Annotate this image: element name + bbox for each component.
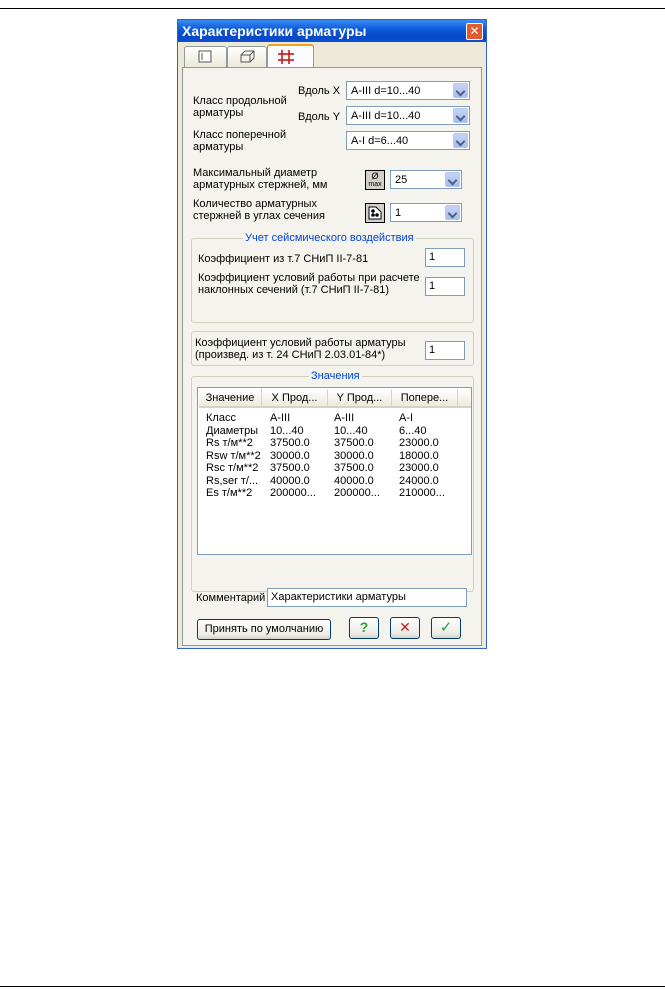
chevron-down-icon[interactable]: [453, 133, 468, 148]
table-cell: 6...40: [399, 424, 427, 437]
seismic-coef2-label-1: Коэффициент условий работы при расчете: [198, 272, 420, 284]
table-row[interactable]: [198, 462, 470, 474]
window-title: Характеристики арматуры: [182, 23, 367, 39]
table-row[interactable]: [198, 450, 470, 462]
max-diameter-label-2: арматурных стержней, мм: [193, 179, 328, 191]
transverse-class-label-2: арматуры: [193, 141, 244, 153]
transverse-class-label-1: Класс поперечной: [193, 129, 287, 141]
longitudinal-class-label-2: арматуры: [193, 107, 244, 119]
table-cell: 23000.0: [399, 462, 439, 474]
table-cell: Rs т/м**2: [206, 437, 253, 449]
table-cell: 23000.0: [399, 437, 439, 449]
table-cell: 10...40: [334, 424, 368, 437]
table-cell: 40000.0: [334, 474, 374, 487]
max-diameter-icon: [365, 170, 385, 190]
table-cell: 24000.0: [399, 474, 439, 487]
max-diameter-label-1: Максимальный диаметр: [193, 167, 318, 179]
work-coef-input[interactable]: 1: [425, 341, 465, 360]
along-x-select[interactable]: [346, 81, 470, 100]
accept-default-button[interactable]: Принять по умолчанию: [197, 619, 331, 640]
chevron-down-icon[interactable]: [445, 172, 460, 187]
column-header-value[interactable]: Значение: [199, 389, 262, 408]
along-x-label: Вдоль X: [298, 85, 341, 97]
table-cell: A-III: [334, 412, 355, 424]
table-cell: A-III: [270, 412, 291, 424]
cancel-button[interactable]: [390, 617, 420, 639]
column-header-filler: [458, 389, 471, 408]
corner-bars-value: 1: [395, 207, 402, 219]
values-group-title: Значения: [311, 370, 360, 382]
chevron-down-icon[interactable]: [445, 205, 460, 220]
work-coef-label-1: Коэффициент условий работы арматуры: [195, 337, 406, 349]
column-header-transverse[interactable]: Попере...: [392, 389, 458, 408]
cancel-icon: ✕: [399, 619, 411, 635]
corner-bars-select[interactable]: [390, 203, 462, 222]
column-header-y[interactable]: Y Прод...: [328, 389, 392, 408]
help-button[interactable]: [349, 617, 379, 639]
along-y-value: A-III d=10...40: [351, 110, 421, 122]
close-icon: ✕: [469, 24, 480, 38]
title-bar[interactable]: [178, 20, 486, 42]
table-cell: 18000.0: [399, 449, 439, 462]
seismic-coef2-label-2: наклонных сечений (т.7 СНиП II-7-81): [198, 284, 390, 296]
help-icon: ?: [359, 619, 369, 635]
close-button[interactable]: [466, 23, 483, 40]
seismic-group-title: Учет сейсмического воздействия: [245, 232, 414, 244]
table-cell: Класс: [206, 412, 236, 424]
longitudinal-class-label-1: Класс продольной: [193, 95, 287, 107]
rebar-grid-icon: [277, 49, 295, 65]
tab-panel: [182, 67, 482, 646]
page-top-rule: [0, 8, 665, 9]
ok-button[interactable]: [431, 617, 461, 639]
section-icon: [198, 50, 214, 64]
table-cell: 37500.0: [334, 437, 374, 449]
seismic-coef1-label: Коэффициент из т.7 СНиП II-7-81: [198, 253, 369, 265]
table-cell: 37500.0: [334, 462, 374, 474]
table-row[interactable]: [198, 437, 470, 449]
table-cell: Диаметры: [206, 424, 259, 437]
table-cell: 30000.0: [270, 449, 310, 462]
chevron-down-icon[interactable]: [453, 108, 468, 123]
table-cell: 200000...: [334, 487, 380, 499]
table-cell: 37500.0: [270, 462, 310, 474]
tab-3d[interactable]: [227, 46, 267, 67]
table-cell: 210000...: [399, 487, 445, 499]
table-cell: Rsc т/м**2: [206, 462, 259, 474]
box-3d-icon: [239, 50, 257, 64]
max-diameter-value: 25: [395, 174, 408, 186]
corner-bars-label-1: Количество арматурных: [193, 198, 317, 210]
tab-section[interactable]: [184, 46, 227, 67]
table-row[interactable]: [198, 425, 470, 437]
table-cell: 40000.0: [270, 474, 310, 487]
seismic-coef2-input[interactable]: 1: [425, 277, 465, 296]
values-list[interactable]: [197, 387, 472, 555]
along-y-select[interactable]: [346, 106, 470, 125]
corner-bars-label-2: стержней в углах сечения: [193, 210, 325, 222]
column-header-x[interactable]: X Прод...: [262, 389, 328, 408]
transverse-select[interactable]: [346, 131, 470, 150]
table-cell: A-I: [399, 412, 414, 424]
table-cell: 10...40: [270, 424, 304, 437]
max-symbol: max: [368, 181, 382, 188]
along-y-label: Вдоль Y: [298, 111, 341, 123]
chevron-down-icon[interactable]: [453, 83, 468, 98]
dialog-window: [177, 19, 487, 649]
table-row[interactable]: [198, 487, 470, 499]
diameter-symbol: Ø: [371, 171, 379, 181]
along-x-value: A-III d=10...40: [351, 85, 421, 97]
table-cell: 200000...: [270, 487, 316, 499]
ok-icon: ✓: [439, 619, 453, 636]
page-bottom-rule: [0, 986, 665, 987]
table-row[interactable]: [198, 412, 470, 424]
max-diameter-select[interactable]: [390, 170, 462, 189]
table-cell: 37500.0: [270, 437, 310, 449]
comment-input[interactable]: Характеристики арматуры: [267, 588, 467, 607]
seismic-coef1-input[interactable]: 1: [425, 248, 465, 267]
transverse-value: A-I d=6...40: [351, 135, 409, 147]
work-coef-label-2: (произвед. из т. 24 СНиП 2.03.01-84*): [195, 349, 386, 361]
corner-bars-icon: [365, 203, 385, 223]
table-cell: 30000.0: [334, 449, 374, 462]
table-row[interactable]: [198, 475, 470, 487]
table-cell: Es т/м**2: [206, 487, 253, 499]
comment-label: Комментарий: [196, 592, 266, 604]
tab-reinforcement[interactable]: [267, 44, 314, 68]
table-cell: Rsw т/м**2: [206, 449, 261, 462]
table-cell: Rs,ser т/...: [206, 474, 259, 487]
